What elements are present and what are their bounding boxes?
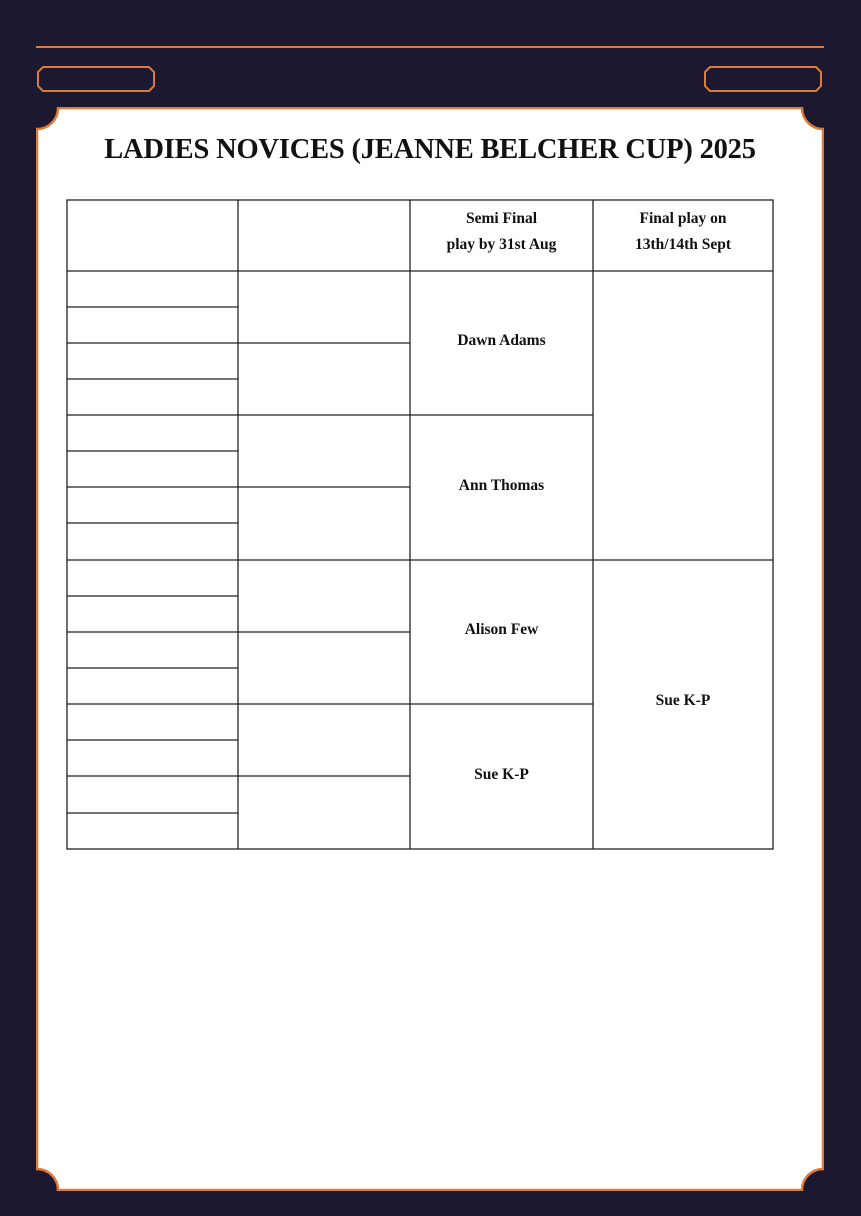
finalist-2: Sue K-P xyxy=(655,692,711,709)
semi-finalist-2: Ann Thomas xyxy=(458,477,545,494)
final-header xyxy=(593,206,773,258)
semi-final-header-line-1: Semi Final xyxy=(465,210,538,227)
semi-finalist-3: Alison Few xyxy=(464,621,539,638)
semi-final-header-line-2: play by 31st Aug xyxy=(446,236,557,253)
final-header-line-1: Final play on xyxy=(639,210,727,227)
semi-final-header xyxy=(410,206,593,258)
semi-finalist-1: Dawn Adams xyxy=(457,332,546,349)
page-title: LADIES NOVICES (JEANNE BELCHER CUP) 2025 xyxy=(104,134,756,165)
semi-finalist-4: Sue K-P xyxy=(474,766,529,783)
final-header-line-2: 13th/14th Sept xyxy=(634,236,732,253)
